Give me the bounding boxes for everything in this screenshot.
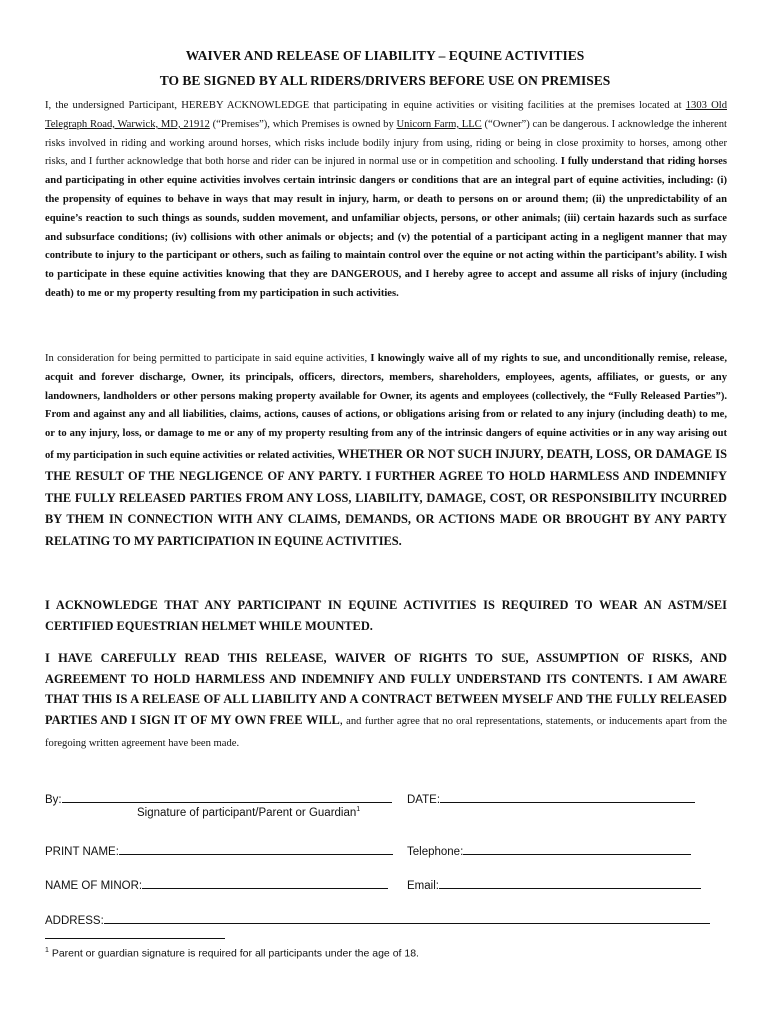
email-field xyxy=(407,876,701,892)
by-label: By: xyxy=(45,794,62,806)
footnote-ref: 1 xyxy=(356,806,361,813)
address-label: ADDRESS: xyxy=(45,915,104,927)
owner-name: Unicorn Farm, LLC xyxy=(396,118,482,130)
signature-caption: Signature of participant/Parent or Guardian$^1$ xyxy=(137,806,361,819)
signature-field xyxy=(45,790,392,806)
document-title: WAIVER AND RELEASE OF LIABILITY – EQUINE ACTIVITIES xyxy=(185,48,585,63)
document-subtitle: TO BE SIGNED BY ALL RIDERS/DRIVERS BEFORE USE ON PREMISES xyxy=(159,73,611,88)
email-line[interactable] xyxy=(439,876,701,889)
para4-caps: I HAVE CAREFULLY READ THIS RELEASE, WAIVER OF RIGHTS TO SUE, ASSUMPTION OF RISKS, AND AGREEMENT TO HOLD HARMLESS AND INDEMNIFY AND FULLY UNDERSTAND ITS CONTENTS. I AM AWARE THAT THIS IS A RELEASE OF ALL LIABILITY AND A CONTRACT BETWEEN MYSELF AND THE FULLY RELEASED PARTIES AND I SIGN IT OF MY OWN FREE WILL xyxy=(45,651,727,727)
acknowledgement-paragraph xyxy=(45,97,727,304)
print-name-line[interactable] xyxy=(119,842,393,855)
date-label: DATE: xyxy=(407,794,441,806)
footnote-mark: 1 xyxy=(45,947,49,954)
print-name-field xyxy=(45,842,393,858)
signature-line[interactable] xyxy=(62,790,392,803)
address-field xyxy=(45,911,710,927)
para2-intro: In consideration for being permitted to participate in said equine activities, xyxy=(45,353,371,364)
minor-name-label: NAME OF MINOR: xyxy=(45,880,143,892)
address-line[interactable] xyxy=(104,911,710,924)
para2-bold-release: I knowingly waive all of my rights to sue, and unconditionally remise, release, acquit and forever discharge, Owner, its principals, officers, directors, members, shareholders, employees, agents, affiliates, or guests, or any landowners, landholders or other persons making property available for Owner, its agents and employees (collectively, the “Fully Released Parties”). From and against any and all liabilities, claims, actions, causes of actions, or obligations arising from or related to any injury (including death) to me, or to any injury, loss, or damage to me or any of my property resulting from any of the intrinsic dangers of equine activities or in any way arising out of my participation in such equine activities or related activities, xyxy=(45,353,727,461)
waiver-paragraph xyxy=(45,350,727,553)
footnote xyxy=(45,947,419,960)
minor-name-field xyxy=(45,876,388,892)
premises-address: 1303 Old Telegraph Road, Warwick, MD, 21912 xyxy=(45,100,727,130)
helmet-paragraph: I ACKNOWLEDGE THAT ANY PARTICIPANT IN EQUINE ACTIVITIES IS REQUIRED TO WEAR AN ASTM/SEI CERTIFIED EQUESTRIAN HELMET WHILE MOUNTED. xyxy=(45,598,727,633)
para2-caps-indemnify: WHETHER OR NOT SUCH INJURY, DEATH, LOSS, OR DAMAGE IS THE RESULT OF THE NEGLIGENCE OF ANY PARTY. I FURTHER AGREE TO HOLD HARMLESS AND INDEMNIFY THE FULLY RELEASED PARTIES FROM ANY LOSS, LIABILITY, DAMAGE, COST, OR RESPONSIBILITY INCURRED BY THEM IN CONNECTION WITH ANY CLAIMS, DEMANDS, OR ACTIONS MADE OR BROUGHT BY ANY PARTY RELATING TO MY PARTICIPATION IN EQUINE ACTIVITIES. xyxy=(45,446,727,549)
date-line[interactable] xyxy=(440,790,695,803)
minor-name-line[interactable] xyxy=(142,876,388,889)
consent-paragraph xyxy=(45,648,727,755)
date-field xyxy=(407,790,695,806)
para1-mid: (“Premises”), which Premises is owned by xyxy=(209,118,397,130)
telephone-field xyxy=(407,842,691,858)
para4-comma: , xyxy=(339,712,343,727)
footnote-divider xyxy=(45,938,225,939)
telephone-label: Telephone: xyxy=(407,846,464,858)
para4-tail: and further agree that no oral representations, statements, or inducements apart from the foregoing written agreement have been made. xyxy=(45,715,727,750)
para1-intro: I, the undersigned Participant, HEREBY ACKNOWLEDGE that participating in equine activities or visiting facilities at the premises located at xyxy=(45,100,686,111)
para1-bold-risks: I fully understand that riding horses and participating in other equine activities involves certain intrinsic dangers or conditions that are an integral part of equine activities, including: (i) the propensity of equines to behave in ways that may result in injury, harm, or death to persons on or around them; (ii) the unpredictability of an equine’s reaction to such things as sounds, sudden movement, and unfamiliar objects, persons, or other animals; (iii) certain hazards such as surface and subsurface conditions; (iv) collisions with other animals or objects; and (v) the potential of a participant acting in a negligent manner that may contribute to injury to the participant or others, such as failing to maintain control over the equine or not acting within the participant’s ability. I wish to participate in these equine activities knowing that they are DANGEROUS, and I hereby agree to accept and assume all risks of injury (including death) to me or my property resulting from my participation in such activities. xyxy=(45,156,728,299)
para1-risks: (“Owner”) can be dangerous. I acknowledge the inherent risks involved in riding and working around horses, which risks include bodily injury from using, riding or being in close proximity to horses, among other risks, and I further acknowledge that both horse and rider can be injured in normal use or in competition and schooling. xyxy=(45,118,727,168)
print-name-label: PRINT NAME: xyxy=(45,846,119,858)
telephone-line[interactable] xyxy=(463,842,691,855)
footnote-text: Parent or guardian signature is required for all participants under the age of 18. xyxy=(48,947,419,960)
email-label: Email: xyxy=(407,880,439,892)
